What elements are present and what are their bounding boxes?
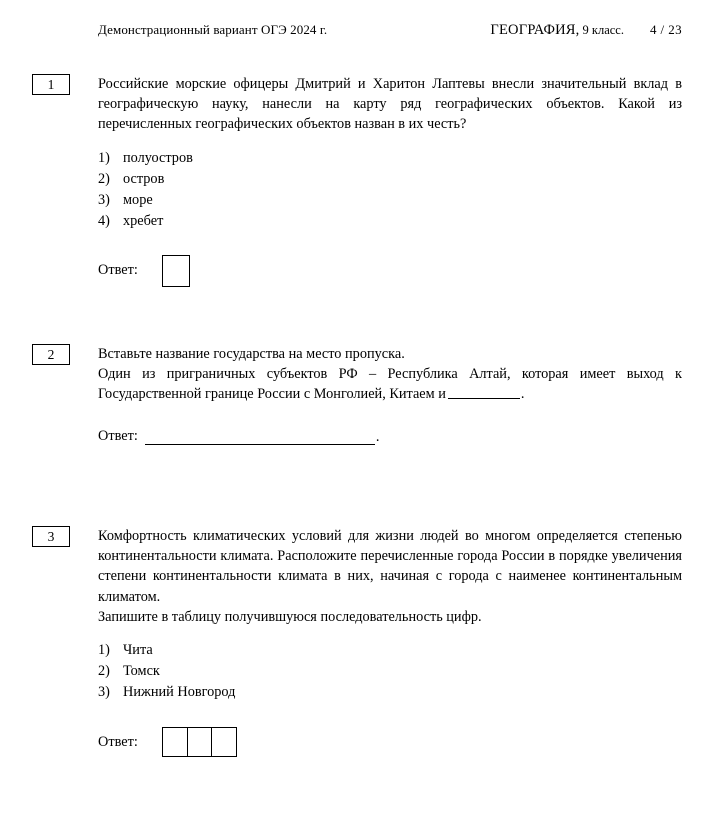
task-1-prompt: Российские морские офицеры Дмитрий и Харитон Лаптевы внесли значительный вклад в географическую науку, нанесли на карту ряд географических объектов. Какой из перечисленных географических объектов назван в их честь? [98,76,682,133]
task-3-body [98,526,682,757]
task-1-number-box [32,74,70,95]
task-2-answer-row [98,428,682,445]
task-3-answer-cell-2[interactable] [187,727,213,757]
option-label: море [123,191,153,208]
task-3-answer-cell-3[interactable] [211,727,237,757]
option-label: Чита [123,642,153,659]
task-3-number-box [32,526,70,547]
task-1-number: 1 [47,76,55,92]
task-1-option-4[interactable] [98,211,682,232]
exam-variant-title: Демонстрационный вариант ОГЭ 2024 г. [98,22,328,37]
option-label: Нижний Новгород [123,684,236,701]
task-2-statement-period: . [520,386,525,403]
task-2-answer-rule[interactable] [145,431,375,445]
answer-label: Ответ: [98,427,138,444]
answer-label: Ответ: [98,262,138,279]
option-label: Томск [123,663,160,680]
task-3-option-3[interactable] [98,682,682,703]
task-1-body [98,74,682,287]
option-marker: 1) [98,149,110,166]
task-3-option-1[interactable] [98,640,682,661]
task-2-number-box [32,344,70,365]
task-3-answer-grid [162,727,237,757]
task-1-option-1[interactable] [98,148,682,169]
task-3-options [98,640,682,703]
task-3-answer-cell-1[interactable] [162,727,188,757]
task-2-inline-blank[interactable] [448,386,520,399]
task-1-option-2[interactable] [98,169,682,190]
page-header [98,22,682,42]
option-label: полуостров [123,149,193,166]
answer-label: Ответ: [98,733,138,750]
task-3-number: 3 [47,528,55,544]
option-marker: 3) [98,684,110,701]
option-marker: 3) [98,191,110,208]
task-2-prompt: Вставьте название государства на место пропуска. [98,346,405,362]
page-number: 4 / 23 [649,22,682,37]
task-1-options [98,148,682,232]
option-marker: 2) [98,663,110,680]
grade-label: 9 класс. [582,23,624,37]
option-label: хребет [123,212,164,229]
task-1-option-3[interactable] [98,190,682,211]
task-2-statement-text: Один из приграничных субъектов РФ – Республика Алтай, которая имеет выход к Государственной границе России с Монголией, Китаем и [98,366,682,403]
task-2-body [98,344,682,445]
task-3-prompt: Комфортность климатических условий для жизни людей во многом определяется степенью континентальности климата. Расположите перечисленные города России в порядке увеличения степени континентальности климата в них, начиная с города с наименее континентальным климатом. [98,528,682,605]
task-3-prompt-line2: Запишите в таблицу получившуюся последовательность цифр. [98,608,482,625]
task-2-statement [98,364,682,404]
option-label: остров [123,170,165,187]
task-3-option-2[interactable] [98,661,682,682]
task-2-number: 2 [47,346,55,362]
task-2-answer-period: . [375,429,380,446]
option-marker: 4) [98,212,110,229]
task-1-answer-box[interactable] [162,255,190,287]
option-marker: 1) [98,642,110,659]
task-3-answer-row [98,727,682,757]
task-1-answer-row [98,255,682,287]
subject-title: ГЕОГРАФИЯ, [490,22,580,38]
option-marker: 2) [98,170,110,187]
header-right-group [490,22,682,39]
